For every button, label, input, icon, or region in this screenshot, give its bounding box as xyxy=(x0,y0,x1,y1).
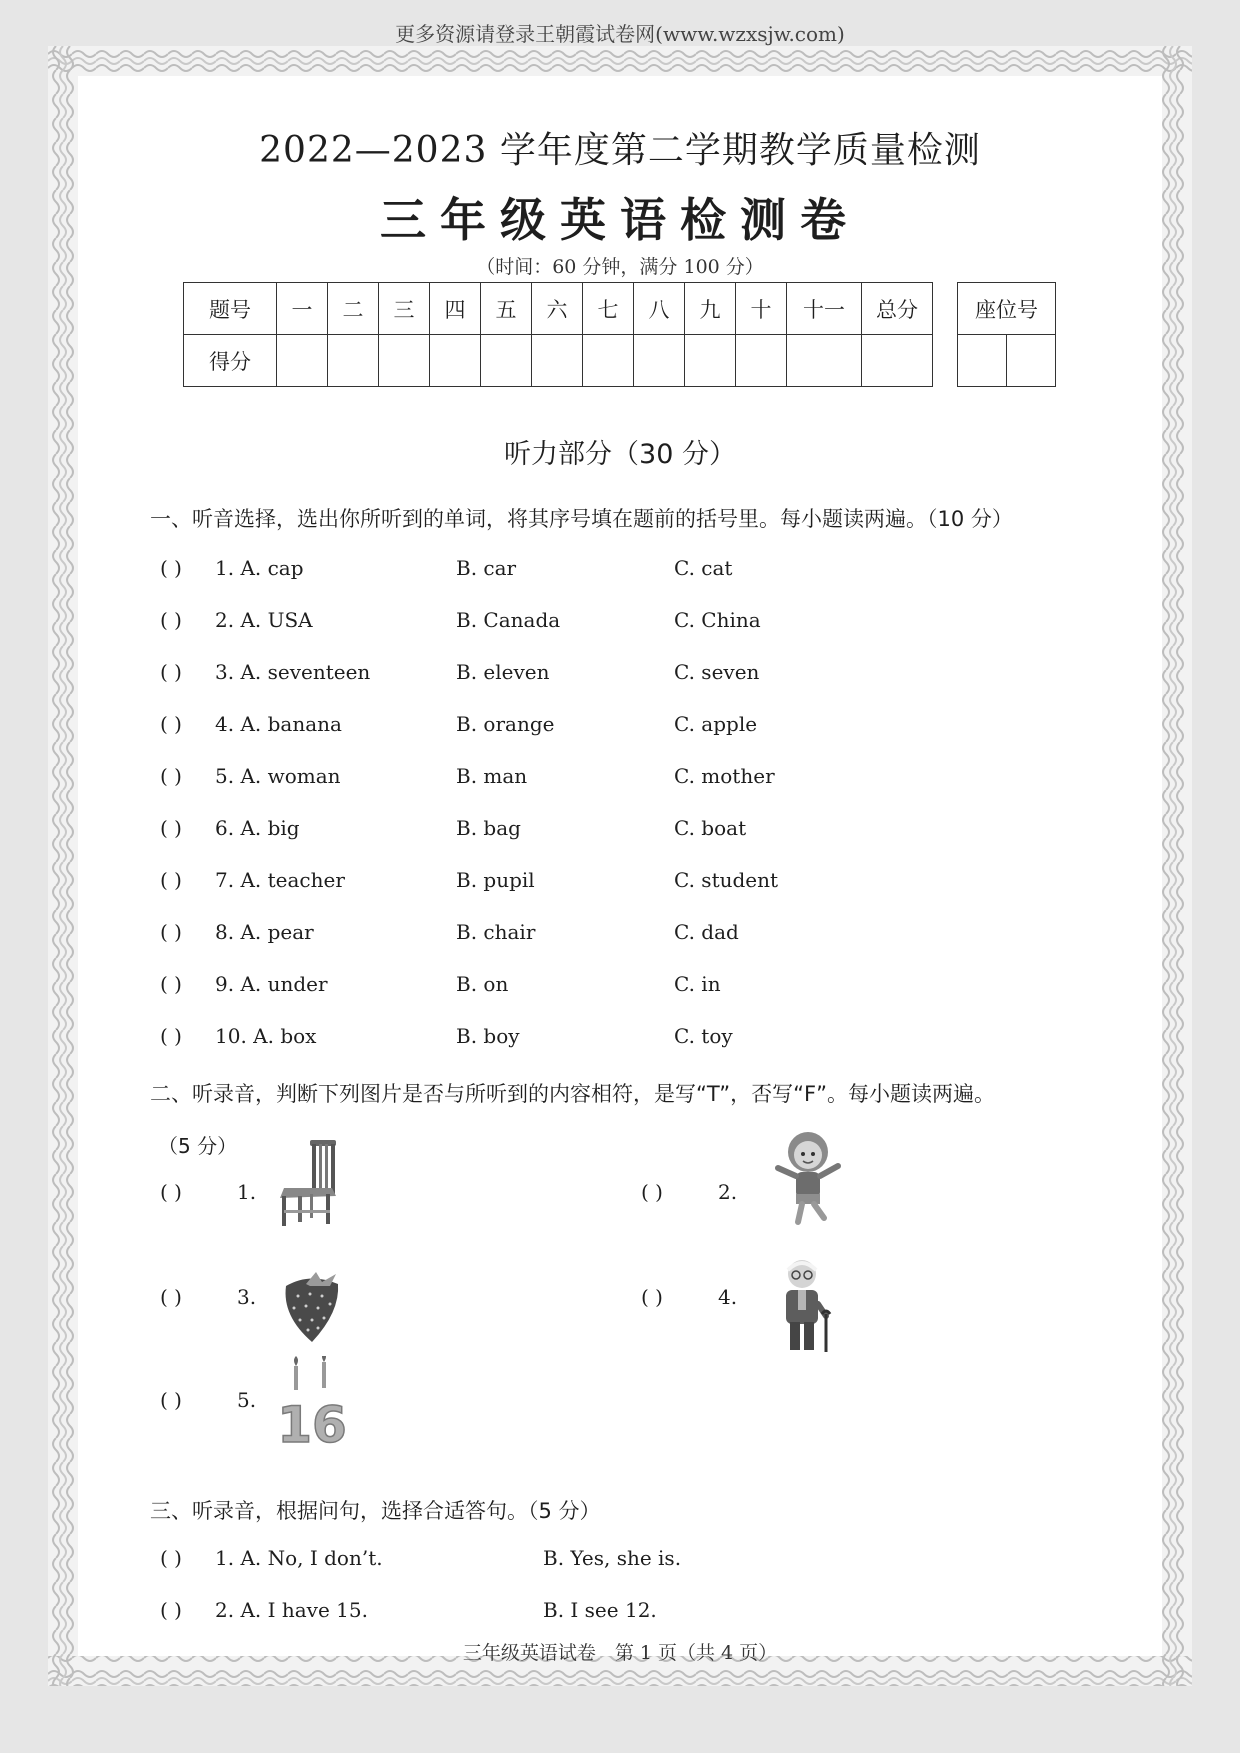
item-number: 1. xyxy=(237,1180,257,1204)
answer-blank[interactable]: ( ) xyxy=(160,556,182,580)
table-col-header: 一 xyxy=(277,283,328,335)
option-b: B. Yes, she is. xyxy=(543,1546,682,1570)
list-item xyxy=(0,972,1240,1002)
seat-number-cell[interactable] xyxy=(1007,335,1056,387)
item-number: 2. xyxy=(718,1180,738,1204)
option-a: 7. A. teacher xyxy=(215,868,345,892)
seat-number-table xyxy=(957,282,1056,387)
score-cell[interactable] xyxy=(787,335,862,387)
list-item xyxy=(0,868,1240,898)
item-number: 3. xyxy=(237,1285,257,1309)
table-col-header: 五 xyxy=(481,283,532,335)
option-c: C. dad xyxy=(674,920,739,944)
option-b: B. on xyxy=(456,972,509,996)
answer-blank[interactable]: ( ) xyxy=(160,764,182,788)
option-b: B. orange xyxy=(456,712,555,736)
list-item xyxy=(0,712,1240,742)
table-col-header: 八 xyxy=(634,283,685,335)
score-table xyxy=(183,282,933,387)
option-a: 8. A. pear xyxy=(215,920,314,944)
table-col-header: 四 xyxy=(430,283,481,335)
list-item xyxy=(0,660,1240,690)
strawberry-icon xyxy=(276,1264,346,1344)
list-item xyxy=(0,816,1240,846)
option-a: 1. A. No, I don’t. xyxy=(215,1546,383,1570)
score-cell[interactable] xyxy=(481,335,532,387)
watermark-text: 更多资源请登录王朝霞试卷网(www.wzxsjw.com) xyxy=(395,22,845,46)
answer-blank[interactable]: ( ) xyxy=(160,660,182,684)
score-cell[interactable] xyxy=(685,335,736,387)
list-item xyxy=(0,764,1240,794)
answer-blank[interactable]: ( ) xyxy=(160,1180,182,1204)
option-c: C. cat xyxy=(674,556,733,580)
score-cell[interactable] xyxy=(430,335,481,387)
score-cell[interactable] xyxy=(532,335,583,387)
exam-info: （时间：60 分钟，满分 100 分） xyxy=(476,256,764,278)
list-item xyxy=(0,1180,1240,1210)
score-cell[interactable] xyxy=(583,335,634,387)
table-col-header: 十一 xyxy=(787,283,862,335)
answer-blank[interactable]: ( ) xyxy=(160,608,182,632)
option-b: B. man xyxy=(456,764,528,788)
option-b: B. pupil xyxy=(456,868,535,892)
table-row-label: 得分 xyxy=(184,335,277,387)
section3-heading: 三、听录音，根据问句，选择合适答句。（5 分） xyxy=(150,1499,601,1523)
option-c: C. China xyxy=(674,608,761,632)
score-table-score-row xyxy=(184,335,933,387)
list-item xyxy=(0,1024,1240,1054)
answer-blank[interactable]: ( ) xyxy=(160,972,182,996)
list-item xyxy=(0,920,1240,950)
score-cell[interactable] xyxy=(379,335,430,387)
option-b: B. chair xyxy=(456,920,536,944)
section2-heading: 二、听录音，判断下列图片是否与所听到的内容相符，是写“T”，否写“F”。每小题读两遍。 xyxy=(150,1082,995,1106)
list-item xyxy=(0,556,1240,586)
item-number: 4. xyxy=(718,1285,738,1309)
option-c: C. boat xyxy=(674,816,747,840)
score-cell[interactable] xyxy=(736,335,787,387)
answer-blank[interactable]: ( ) xyxy=(160,1388,182,1412)
table-header-label: 题号 xyxy=(184,283,277,335)
table-col-header: 二 xyxy=(328,283,379,335)
girl-icon xyxy=(770,1128,846,1228)
option-b: B. bag xyxy=(456,816,521,840)
listening-part-title: 听力部分（30 分） xyxy=(504,439,736,470)
score-cell[interactable] xyxy=(328,335,379,387)
table-col-header: 六 xyxy=(532,283,583,335)
option-c: C. toy xyxy=(674,1024,733,1048)
table-col-header: 七 xyxy=(583,283,634,335)
exam-title: 2022—2023 学年度第二学期教学质量检测 xyxy=(259,130,981,171)
birthday-number: 16 xyxy=(277,1396,347,1446)
option-c: C. mother xyxy=(674,764,775,788)
option-a: 3. A. seventeen xyxy=(215,660,371,684)
option-a: 5. A. woman xyxy=(215,764,341,788)
option-c: C. apple xyxy=(674,712,758,736)
answer-blank[interactable]: ( ) xyxy=(160,1546,182,1570)
score-cell[interactable] xyxy=(862,335,933,387)
item-number: 5. xyxy=(237,1388,257,1412)
seat-number-label: 座位号 xyxy=(958,283,1056,335)
option-a: 1. A. cap xyxy=(215,556,304,580)
answer-blank[interactable]: ( ) xyxy=(160,920,182,944)
answer-blank[interactable]: ( ) xyxy=(641,1285,663,1309)
option-a: 10. A. box xyxy=(215,1024,317,1048)
table-col-header: 九 xyxy=(685,283,736,335)
answer-blank[interactable]: ( ) xyxy=(160,1285,182,1309)
list-item xyxy=(0,1546,1240,1576)
list-item xyxy=(0,608,1240,638)
option-b: B. car xyxy=(456,556,517,580)
score-table-header-row xyxy=(184,283,933,335)
option-a: 2. A. I have 15. xyxy=(215,1598,368,1622)
answer-blank[interactable]: ( ) xyxy=(641,1180,663,1204)
answer-blank[interactable]: ( ) xyxy=(160,1598,182,1622)
option-c: C. seven xyxy=(674,660,760,684)
section1-heading: 一、听音选择，选出你所听到的单词，将其序号填在题前的括号里。每小题读两遍。（10 分） xyxy=(150,507,1013,531)
option-b: B. eleven xyxy=(456,660,550,684)
table-col-header: 十 xyxy=(736,283,787,335)
birthday-16-icon xyxy=(274,1356,350,1446)
option-b: B. boy xyxy=(456,1024,520,1048)
score-cell[interactable] xyxy=(277,335,328,387)
option-b: B. Canada xyxy=(456,608,561,632)
option-a: 4. A. banana xyxy=(215,712,342,736)
seat-number-cell[interactable] xyxy=(958,335,1007,387)
option-a: 6. A. big xyxy=(215,816,300,840)
answer-blank[interactable]: ( ) xyxy=(160,1024,182,1048)
chair-icon xyxy=(276,1138,340,1228)
option-b: B. I see 12. xyxy=(543,1598,657,1622)
section2-score: （5 分） xyxy=(158,1134,238,1158)
list-item xyxy=(0,1388,1240,1418)
exam-subtitle: 三年级英语检测卷 xyxy=(380,193,860,247)
option-a: 9. A. under xyxy=(215,972,328,996)
page-footer: 三年级英语试卷 第 1 页（共 4 页） xyxy=(462,1642,778,1664)
grandpa-icon xyxy=(770,1256,840,1356)
list-item xyxy=(0,1598,1240,1628)
option-c: C. in xyxy=(674,972,721,996)
table-col-header: 总分 xyxy=(862,283,933,335)
table-col-header: 三 xyxy=(379,283,430,335)
score-cell[interactable] xyxy=(634,335,685,387)
answer-blank[interactable]: ( ) xyxy=(160,816,182,840)
answer-blank[interactable]: ( ) xyxy=(160,712,182,736)
option-a: 2. A. USA xyxy=(215,608,313,632)
answer-blank[interactable]: ( ) xyxy=(160,868,182,892)
option-c: C. student xyxy=(674,868,779,892)
list-item xyxy=(0,1285,1240,1315)
